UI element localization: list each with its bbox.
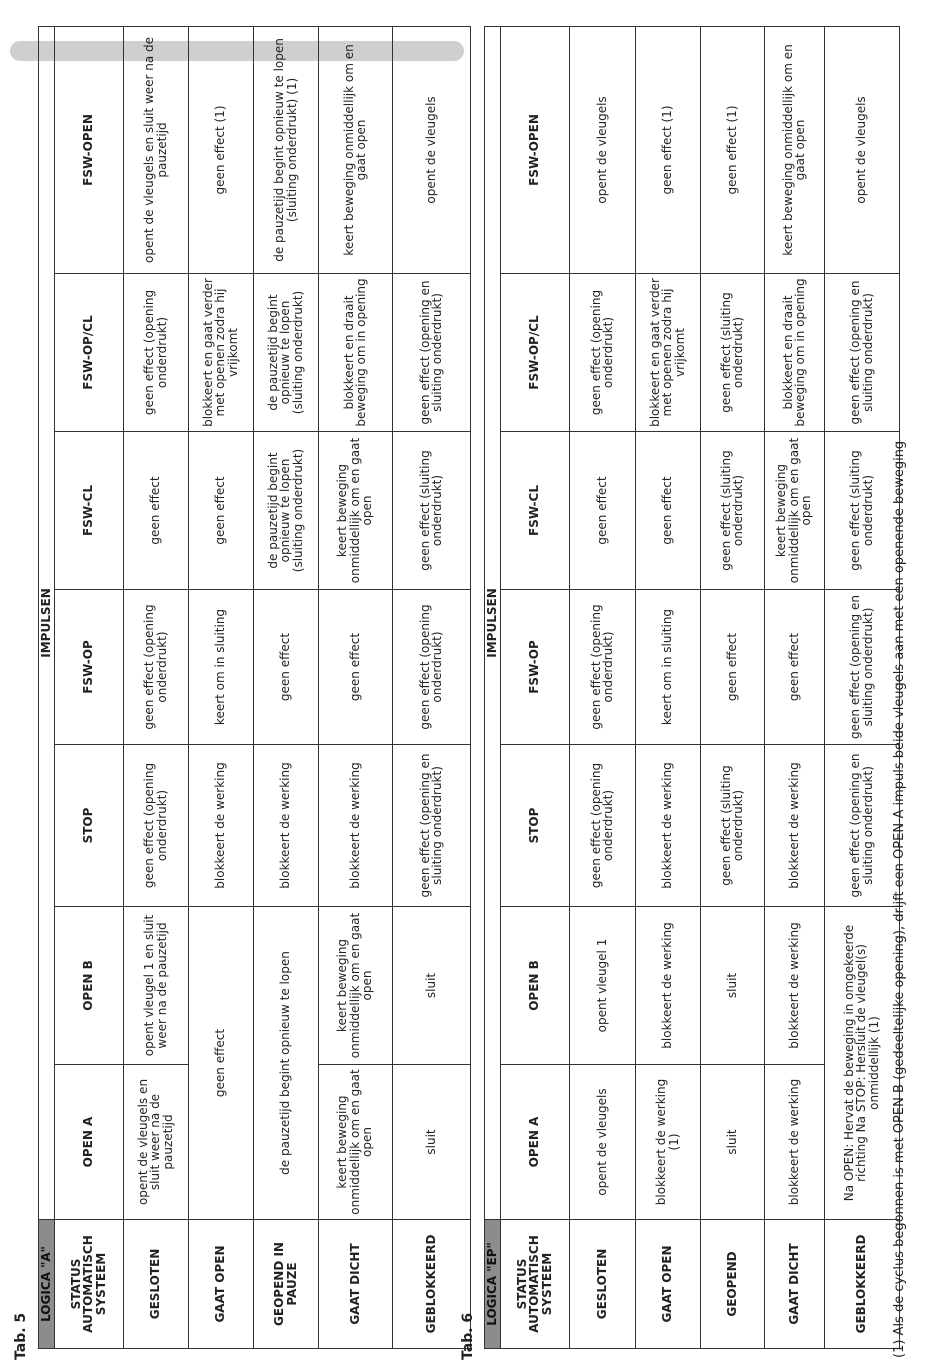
- cell-fsw-op: geen effect (opening onderdrukt): [123, 590, 188, 745]
- cell-open-a: opent de vleugels: [569, 1065, 635, 1220]
- cell-fsw-cl: geen effect: [635, 432, 700, 590]
- table-row: [318, 26, 392, 1348]
- table-row: [700, 26, 764, 1348]
- cell-fsw-open: de pauzetijd begint opnieuw te lopen (sluiting onderdrukt) (1): [253, 26, 318, 273]
- cell-fsw-op: keert om in sluiting: [635, 590, 700, 745]
- impulses-header: IMPULSEN: [485, 26, 501, 1219]
- cell-fsw-cl: geen effect: [188, 432, 253, 590]
- cell-open-a: keert beweging onmiddellijk om en gaat open: [318, 1065, 392, 1220]
- cell-stop: blokkeert de werking: [318, 745, 392, 907]
- cell-open-b: sluit: [700, 907, 764, 1065]
- cell-fsw-opcl: geen effect (opening en sluiting onderdrukt): [392, 274, 470, 432]
- tab5-label: Tab. 5: [13, 1312, 29, 1360]
- cell-stop: geen effect (opening en sluiting onderdrukt): [824, 745, 899, 907]
- cell-stop: blokkeert de werking: [253, 745, 318, 907]
- cell-fsw-op: geen effect (opening onderdrukt): [569, 590, 635, 745]
- cell-fsw-op: geen effect: [318, 590, 392, 745]
- cell-fsw-open: opent de vleugels: [569, 26, 635, 273]
- col-fsw-opcl: FSW-OP/CL: [54, 274, 123, 432]
- col-fsw-cl: FSW-CL: [500, 432, 569, 590]
- status-cell: GESLOTEN: [123, 1220, 188, 1349]
- col-stop: STOP: [500, 745, 569, 907]
- cell-stop: geen effect (sluiting onderdrukt): [700, 745, 764, 907]
- cell-fsw-cl: de pauzetijd begint opnieuw te lopen (sluiting onderdrukt): [253, 432, 318, 590]
- cell-fsw-op: keert om in sluiting: [188, 590, 253, 745]
- status-cell: GESLOTEN: [569, 1220, 635, 1349]
- cell-fsw-open: opent de vleugels: [392, 26, 470, 273]
- cell-fsw-cl: geen effect: [123, 432, 188, 590]
- tab5-table: [38, 26, 471, 1349]
- cell-open-a: blokkeert de werking (1): [635, 1065, 700, 1220]
- cell-fsw-opcl: blokkeert en gaat verder met openen zodra hij vrijkomt: [635, 274, 700, 432]
- cell-stop: blokkeert de werking: [635, 745, 700, 907]
- cell-fsw-cl: geen effect (sluiting onderdrukt): [392, 432, 470, 590]
- status-header: STATUS AUTOMATISCH SYSTEEM: [54, 1220, 123, 1349]
- cell-open-a: opent de vleugels en sluit weer na de pauzetijd: [123, 1065, 188, 1220]
- table-row: [635, 26, 700, 1348]
- tab6-label: Tab. 6: [460, 1312, 476, 1360]
- cell-fsw-op: geen effect: [253, 590, 318, 745]
- cell-open-b: sluit: [392, 907, 470, 1065]
- cell-fsw-cl: geen effect (sluiting onderdrukt): [824, 432, 899, 590]
- cell-open-b: opent vleugel 1 en sluit weer na de pauzetijd: [123, 907, 188, 1065]
- footnote: (1) Als de cyclus begonnen is met OPEN-B (gedeeltelijke opening), drijft een OPEN-A impuls beide vleugels aan met een openende beweging: [892, 440, 907, 1358]
- cell-open-ab: Na OPEN: Hervat de beweging in omgekeerde richting Na STOP: Hersluit de vleugel(s) onmiddellijk (1): [824, 907, 899, 1220]
- cell-fsw-cl: keert beweging onmiddellijk om en gaat open: [764, 432, 824, 590]
- cell-fsw-open: geen effect (1): [700, 26, 764, 273]
- cell-fsw-open: opent de vleugels: [824, 26, 899, 273]
- impulses-header: IMPULSEN: [39, 26, 55, 1219]
- col-open-b: OPEN B: [500, 907, 569, 1065]
- cell-fsw-cl: keert beweging onmiddellijk om en gaat open: [318, 432, 392, 590]
- cell-fsw-open: opent de vleugels en sluit weer na de pauzetijd: [123, 26, 188, 273]
- cell-fsw-cl: geen effect: [569, 432, 635, 590]
- table-row: [188, 26, 253, 1348]
- cell-open-a: blokkeert de werking: [764, 1065, 824, 1220]
- cell-fsw-opcl: de pauzetijd begint opnieuw te lopen (sluiting onderdrukt): [253, 274, 318, 432]
- col-open-b: OPEN B: [54, 907, 123, 1065]
- col-fsw-open: FSW-OPEN: [500, 26, 569, 273]
- cell-fsw-op: geen effect (opening en sluiting onderdrukt): [824, 590, 899, 745]
- cell-fsw-open: keert beweging onmiddellijk om en gaat open: [318, 26, 392, 273]
- cell-fsw-opcl: blokkeert en draait beweging om in opening: [318, 274, 392, 432]
- status-cell: GAAT OPEN: [188, 1220, 253, 1349]
- cell-fsw-opcl: geen effect (opening onderdrukt): [123, 274, 188, 432]
- status-cell: GAAT DICHT: [764, 1220, 824, 1349]
- col-fsw-opcl: FSW-OP/CL: [500, 274, 569, 432]
- cell-open-b: blokkeert de werking: [635, 907, 700, 1065]
- col-open-a: OPEN A: [54, 1065, 123, 1220]
- tab6-table: [484, 26, 900, 1349]
- cell-fsw-cl: geen effect (sluiting onderdrukt): [700, 432, 764, 590]
- cell-stop: geen effect (opening onderdrukt): [123, 745, 188, 907]
- cell-stop: geen effect (opening onderdrukt): [569, 745, 635, 907]
- table-row: [253, 26, 318, 1348]
- cell-open-a: sluit: [392, 1065, 470, 1220]
- status-cell: GEOPEND IN PAUZE: [253, 1220, 318, 1349]
- cell-open-a: sluit: [700, 1065, 764, 1220]
- table-row: [764, 26, 824, 1348]
- col-open-a: OPEN A: [500, 1065, 569, 1220]
- table-row: [569, 26, 635, 1348]
- cell-open-ab: geen effect: [188, 907, 253, 1220]
- cell-fsw-open: keert beweging onmiddellijk om en gaat open: [764, 26, 824, 273]
- cell-fsw-op: geen effect: [700, 590, 764, 745]
- cell-fsw-opcl: geen effect (sluiting onderdrukt): [700, 274, 764, 432]
- status-header: STATUS AUTOMATISCH SYSTEEM: [500, 1220, 569, 1349]
- cell-open-b: keert beweging onmiddellijk om en gaat open: [318, 907, 392, 1065]
- cell-stop: geen effect (opening en sluiting onderdrukt): [392, 745, 470, 907]
- col-fsw-cl: FSW-CL: [54, 432, 123, 590]
- status-cell: GEBLOKKEERD: [824, 1220, 899, 1349]
- col-fsw-op: FSW-OP: [500, 590, 569, 745]
- cell-fsw-op: geen effect (opening onderdrukt): [392, 590, 470, 745]
- cell-fsw-op: geen effect: [764, 590, 824, 745]
- col-fsw-op: FSW-OP: [54, 590, 123, 745]
- status-cell: GEBLOKKEERD: [392, 1220, 470, 1349]
- table-row: [824, 26, 899, 1348]
- cell-fsw-opcl: blokkeert en draait beweging om in opening: [764, 274, 824, 432]
- cell-fsw-opcl: geen effect (opening en sluiting onderdrukt): [824, 274, 899, 432]
- table-row: [392, 26, 470, 1348]
- cell-fsw-open: geen effect (1): [188, 26, 253, 273]
- cell-stop: blokkeert de werking: [188, 745, 253, 907]
- col-fsw-open: FSW-OPEN: [54, 26, 123, 273]
- status-cell: GAAT OPEN: [635, 1220, 700, 1349]
- col-stop: STOP: [54, 745, 123, 907]
- status-cell: GEOPEND: [700, 1220, 764, 1349]
- status-cell: GAAT DICHT: [318, 1220, 392, 1349]
- cell-stop: blokkeert de werking: [764, 745, 824, 907]
- table-row: [123, 26, 188, 1348]
- logic-label: LOGICA "EP": [485, 1220, 501, 1349]
- cell-fsw-opcl: geen effect (opening onderdrukt): [569, 274, 635, 432]
- logic-label: LOGICA "A": [39, 1220, 55, 1349]
- cell-fsw-opcl: blokkeert en gaat verder met openen zodra hij vrijkomt: [188, 274, 253, 432]
- cell-open-b: blokkeert de werking: [764, 907, 824, 1065]
- cell-open-b: opent vleugel 1: [569, 907, 635, 1065]
- cell-open-ab: de pauzetijd begint opnieuw te lopen: [253, 907, 318, 1220]
- cell-fsw-open: geen effect (1): [635, 26, 700, 273]
